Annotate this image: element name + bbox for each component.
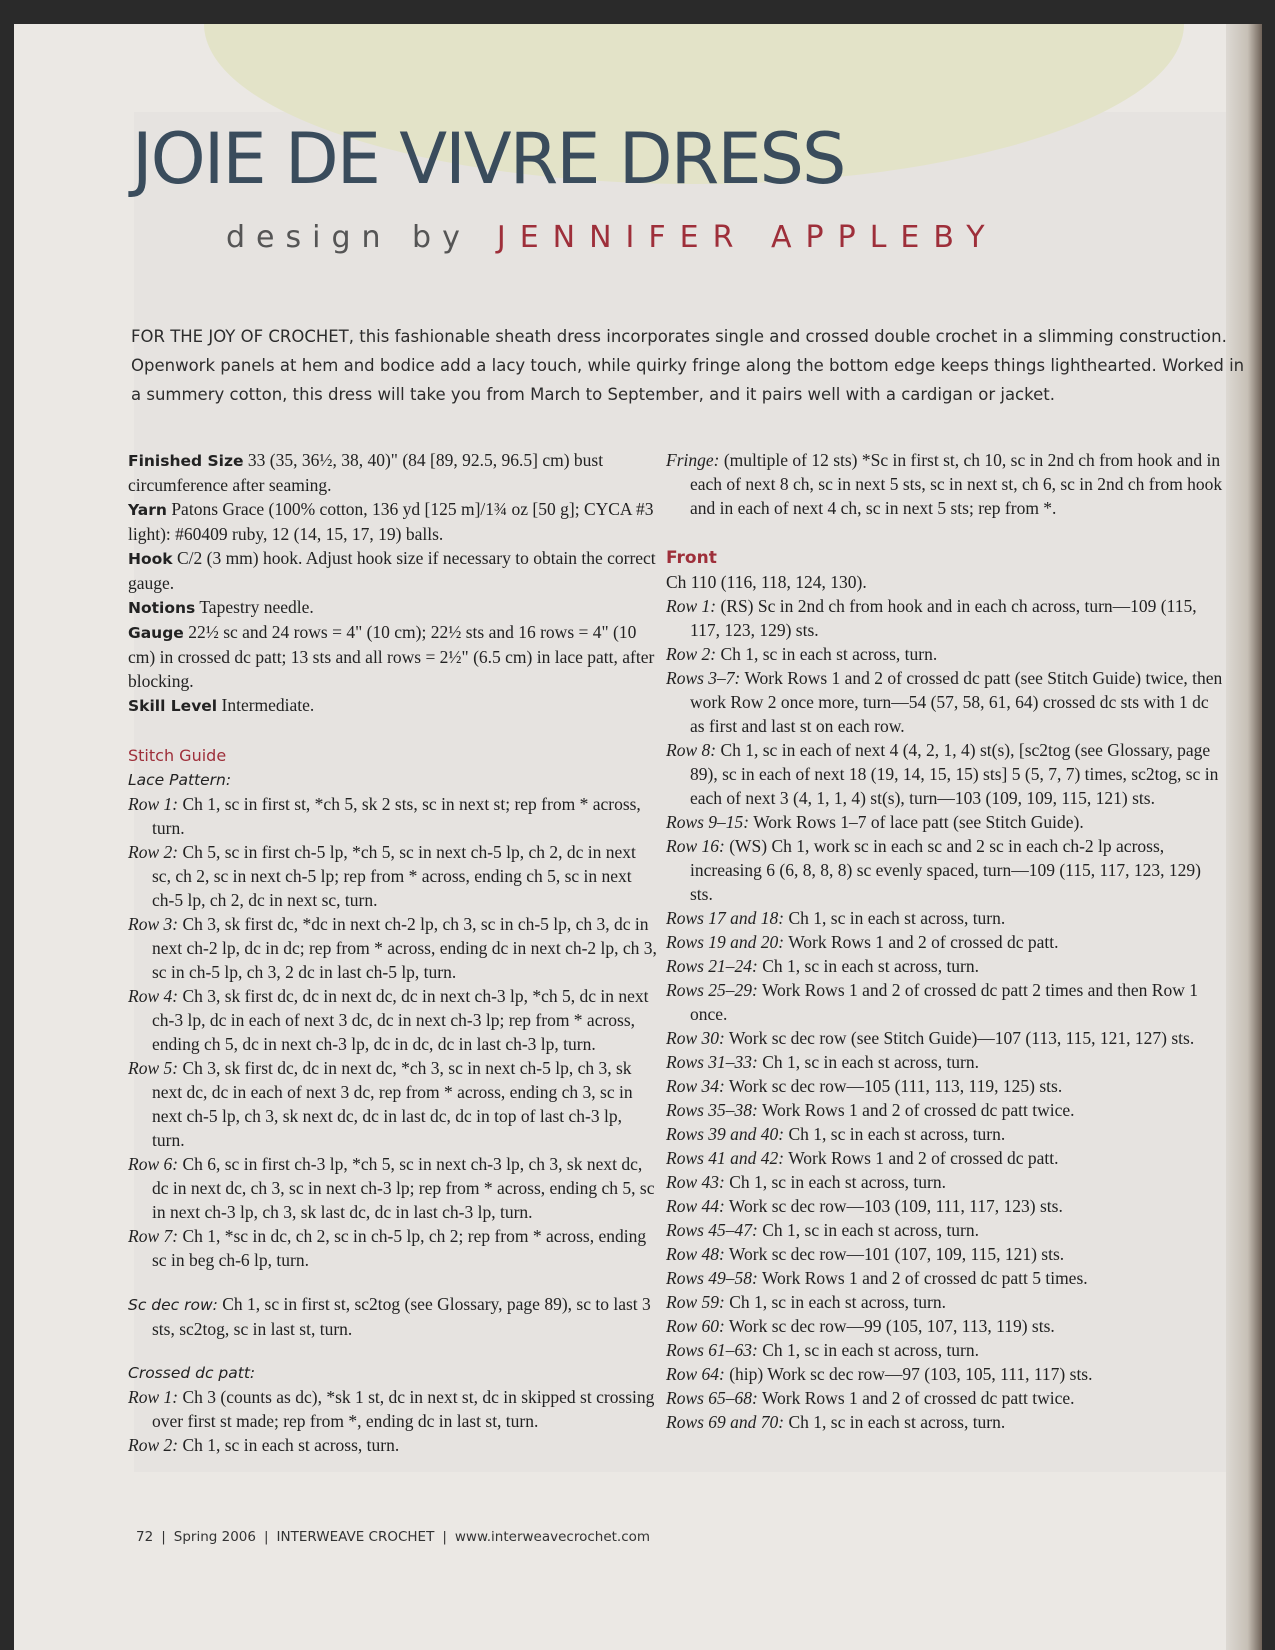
- instruction-row: [666, 1098, 1226, 1122]
- instruction-row: [666, 738, 1226, 810]
- row-label: Row 4:: [128, 986, 179, 1006]
- instruction-row: [666, 1362, 1226, 1386]
- row-text: Ch 6, sc in first ch-3 lp, *ch 5, sc in next ch-3 lp, ch 3, sk next dc, dc in next dc, ch 3, sc in next ch-3 lp; rep from * across, ending ch 5, sc in next ch-3 lp, ch 3, sk last dc, dc in last ch-3 lp, turn.: [152, 1154, 655, 1222]
- page-spine-shadow: [1226, 24, 1262, 1650]
- front-start: Ch 110 (116, 118, 124, 130).: [666, 572, 867, 592]
- row-text: Ch 1, sc in each st across, turn.: [762, 956, 980, 976]
- row-label: Row 64:: [666, 1364, 725, 1384]
- row-text: Work Rows 1–7 of lace patt (see Stitch Guide).: [753, 812, 1084, 832]
- row-label: Rows 35–38:: [666, 1100, 758, 1120]
- spec-item: [128, 448, 658, 497]
- row-label: Rows 61–63:: [666, 1340, 758, 1360]
- right-column: [666, 448, 1226, 1434]
- instruction-row: [666, 666, 1226, 738]
- row-text: Ch 3, sk first dc, *dc in next ch-2 lp, ch 3, sc in ch-5 lp, ch 3, dc in next ch-2 lp, dc in dc; rep from * across, ending dc in next ch-2 lp, ch 3, sc in ch-5 lp, ch 3, 2 dc in last ch-5 lp, turn.: [152, 914, 657, 982]
- row-text: Ch 3, sk first dc, dc in next dc, dc in next ch-3 lp, *ch 5, dc in next ch-3 lp, dc in each of next 3 dc, dc in next ch-3 lp; rep from * across, ending ch 5, dc in next ch-3 lp, dc in dc, dc in last ch-3 lp, turn.: [152, 986, 649, 1054]
- row-text: Ch 3 (counts as dc), *sk 1 st, dc in next st, dc in skipped st crossing over first st made; rep from *, ending dc in last st, turn.: [152, 1387, 655, 1431]
- fringe-text: (multiple of 12 sts) *Sc in first st, ch 10, sc in 2nd ch from hook and in each of next 8 ch, sc in next 5 sts, sc in next st, ch 6, sc in 2nd ch from hook and in each of next 4 ch, sc in next 5 sts; rep from *.: [690, 450, 1223, 518]
- instruction-row: [128, 1056, 658, 1152]
- magazine-url: www.interweavecrochet.com: [454, 1529, 651, 1545]
- row-label: Rows 69 and 70:: [666, 1412, 785, 1432]
- row-label: Row 34:: [666, 1076, 725, 1096]
- instruction-row: [666, 1170, 1226, 1194]
- spec-text: Patons Grace (100% cotton, 136 yd [125 m]/1¾ oz [50 g]; CYCA #3 light): #60409 ruby, 12 (14, 15, 17, 19) balls.: [128, 499, 654, 544]
- magazine-name: INTERWEAVE CROCHET: [276, 1529, 435, 1545]
- page-number: 72: [136, 1529, 154, 1545]
- row-label: Rows 3–7:: [666, 668, 741, 688]
- row-label: Rows 31–33:: [666, 1052, 758, 1072]
- row-label: Rows 45–47:: [666, 1220, 758, 1240]
- instruction-row: [666, 906, 1226, 930]
- row-text: Ch 1, sc in each st across, turn.: [788, 908, 1006, 928]
- instruction-row: [128, 1385, 658, 1433]
- left-column: [128, 448, 658, 1457]
- row-text: Ch 1, sc in each st across, turn.: [762, 1220, 980, 1240]
- row-text: Work sc dec row—105 (111, 113, 119, 125) sts.: [728, 1076, 1063, 1096]
- row-label: Row 3:: [128, 914, 179, 934]
- row-text: Ch 3, sk first dc, dc in next dc, *ch 3, sc in next ch-5 lp, ch 3, sk next dc, dc in each of next 3 dc, rep from * across, ending ch 3, sc in next ch-5 lp, ch 3, sk next dc, dc in last dc, dc in top of last ch-3 lp, turn.: [152, 1058, 633, 1150]
- spec-label: Skill Level: [128, 697, 218, 715]
- row-text: Work Rows 1 and 2 of crossed dc patt (see Stitch Guide) twice, then work Row 2 once more, turn—54 (57, 58, 61, 64) crossed dc sts with 1 dc as first and last st on each row.: [690, 668, 1223, 736]
- spec-label: Hook: [128, 550, 173, 568]
- row-label: Row 30:: [666, 1028, 725, 1048]
- spec-label: Notions: [128, 599, 196, 617]
- fringe-instructions: [666, 448, 1226, 520]
- row-text: Ch 5, sc in first ch-5 lp, *ch 5, sc in next ch-5 lp, ch 2, dc in next sc, ch 2, sc in next ch-5 lp; rep from * across, ending ch 5, sc in next ch-5 lp, ch 2, dc in next sc, turn.: [152, 842, 636, 910]
- row-text: (WS) Ch 1, work sc in each sc and 2 sc in each ch-2 lp across, increasing 6 (6, 8, 8, 8) sc evenly spaced, turn—109 (115, 117, 123, 129) sts.: [690, 836, 1201, 904]
- row-text: Work Rows 1 and 2 of crossed dc patt.: [788, 932, 1059, 952]
- row-text: Ch 1, *sc in dc, ch 2, sc in ch-5 lp, ch 2; rep from * across, ending sc in beg ch-6 lp, turn.: [152, 1226, 647, 1270]
- lace-pattern-rows: [128, 792, 658, 1272]
- spec-item: [128, 595, 658, 620]
- row-label: Row 44:: [666, 1196, 725, 1216]
- sc-dec-label: Sc dec row:: [128, 1296, 218, 1314]
- row-text: Ch 1, sc in each st across, turn.: [729, 1172, 946, 1192]
- spec-text: C/2 (3 mm) hook. Adjust hook size if necessary to obtain the correct gauge.: [128, 548, 656, 593]
- instruction-row: [666, 1314, 1226, 1338]
- spec-item: [128, 497, 658, 546]
- row-text: Work Rows 1 and 2 of crossed dc patt 2 times and then Row 1 once.: [690, 980, 1198, 1024]
- row-label: Row 1:: [128, 794, 179, 814]
- row-label: Rows 49–58:: [666, 1268, 758, 1288]
- spec-text: Tapestry needle.: [199, 597, 314, 617]
- spec-item: [128, 693, 658, 718]
- instruction-row: [666, 642, 1226, 666]
- row-text: (RS) Sc in 2nd ch from hook and in each ch across, turn—109 (115, 117, 123, 129) sts.: [690, 596, 1197, 640]
- row-text: Ch 1, sc in each st across, turn.: [762, 1340, 980, 1360]
- row-label: Row 48:: [666, 1244, 725, 1264]
- specs-list: [128, 448, 658, 718]
- front-rows: [666, 594, 1226, 1434]
- instruction-row: [666, 930, 1226, 954]
- row-label: Row 59:: [666, 1292, 725, 1312]
- instruction-row: [666, 1338, 1226, 1362]
- instruction-row: [666, 1050, 1226, 1074]
- magazine-page: [14, 24, 1262, 1650]
- row-text: Ch 1, sc in each of next 4 (4, 2, 1, 4) st(s), [sc2tog (see Glossary, page 89), sc in each of next 18 (19, 14, 15, 15) sts] 5 (5, 7, 7) times, sc2tog, sc in each of next 3 (4, 1, 1, 4) st(s), turn—103 (109, 109, 115, 121) sts.: [690, 740, 1219, 808]
- row-text: Ch 1, sc in each st across, turn.: [762, 1052, 980, 1072]
- row-label: Row 2:: [128, 842, 179, 862]
- instruction-row: [666, 1410, 1226, 1434]
- row-label: Row 1:: [128, 1387, 179, 1407]
- row-label: Rows 17 and 18:: [666, 908, 785, 928]
- row-label: Row 5:: [128, 1058, 179, 1078]
- row-label: Rows 65–68:: [666, 1388, 758, 1408]
- row-text: Work sc dec row (see Stitch Guide)—107 (113, 115, 121, 127) sts.: [728, 1028, 1195, 1048]
- row-label: Rows 25–29:: [666, 980, 758, 1000]
- row-label: Rows 9–15:: [666, 812, 750, 832]
- article-title: JOIE DE VIVRE DRESS: [132, 118, 845, 200]
- spec-text: 22½ sc and 24 rows = 4" (10 cm); 22½ sts and 16 rows = 4" (10 cm) in crossed dc patt; 13 sts and all rows = 2½" (6.5 cm) in lace patt, after blocking.: [128, 622, 655, 691]
- instruction-row: [666, 1290, 1226, 1314]
- instruction-row: [128, 1152, 658, 1224]
- row-text: Work Rows 1 and 2 of crossed dc patt.: [788, 1148, 1059, 1168]
- row-label: Row 60:: [666, 1316, 725, 1336]
- row-label: Row 2:: [666, 644, 717, 664]
- instruction-row: [666, 1266, 1226, 1290]
- instruction-row: [666, 1386, 1226, 1410]
- row-text: Ch 1, sc in each st across, turn.: [729, 1292, 946, 1312]
- designer-name: JENNIFER APPLEBY: [496, 220, 999, 255]
- instruction-row: [666, 1218, 1226, 1242]
- spec-label: Gauge: [128, 624, 184, 642]
- row-label: Rows 39 and 40:: [666, 1124, 785, 1144]
- spec-label: Yarn: [128, 501, 167, 519]
- instruction-row: [128, 792, 658, 840]
- instruction-row: [128, 984, 658, 1056]
- instruction-row: [666, 1242, 1226, 1266]
- row-text: Ch 1, sc in first st, *ch 5, sk 2 sts, sc in next st; rep from * across, turn.: [152, 794, 641, 838]
- row-text: Work Rows 1 and 2 of crossed dc patt twice.: [761, 1388, 1075, 1408]
- issue-date: Spring 2006: [173, 1529, 256, 1545]
- crossed-dc-heading: Crossed dc patt:: [128, 1364, 256, 1382]
- instruction-row: [666, 1194, 1226, 1218]
- instruction-row: [666, 1122, 1226, 1146]
- row-label: Rows 19 and 20:: [666, 932, 785, 952]
- lace-pattern-heading: Lace Pattern:: [128, 771, 232, 789]
- spec-item: [128, 546, 658, 595]
- byline-design-by: design by: [226, 220, 471, 255]
- spec-label: Finished Size: [128, 452, 244, 470]
- row-label: Row 16:: [666, 836, 725, 856]
- instruction-row: [666, 810, 1226, 834]
- sc-dec-row: [128, 1292, 658, 1341]
- row-text: Ch 1, sc in each st across, turn.: [788, 1124, 1006, 1144]
- front-heading: Front: [666, 548, 717, 568]
- row-text: Work sc dec row—103 (109, 111, 117, 123) sts.: [728, 1196, 1063, 1216]
- instruction-row: [666, 1026, 1226, 1050]
- fringe-label: Fringe:: [666, 450, 720, 470]
- row-label: Row 8:: [666, 740, 717, 760]
- instruction-row: [666, 954, 1226, 978]
- row-text: Ch 1, sc in each st across, turn.: [788, 1412, 1006, 1432]
- instruction-row: [666, 594, 1226, 642]
- spec-item: [128, 620, 658, 693]
- stitch-guide-heading: Stitch Guide: [128, 746, 227, 765]
- row-label: Row 2:: [128, 1435, 179, 1455]
- instruction-row: [666, 978, 1226, 1026]
- row-text: Ch 1, sc in each st across, turn.: [720, 644, 938, 664]
- row-label: Row 7:: [128, 1226, 179, 1246]
- row-label: Row 6:: [128, 1154, 179, 1174]
- instruction-row: [666, 1074, 1226, 1098]
- row-text: Work Rows 1 and 2 of crossed dc patt 5 times.: [761, 1268, 1088, 1288]
- row-text: (hip) Work sc dec row—97 (103, 105, 111, 117) sts.: [729, 1364, 1093, 1384]
- row-label: Rows 41 and 42:: [666, 1148, 785, 1168]
- crossed-dc-rows: [128, 1385, 658, 1457]
- row-text: Work sc dec row—101 (107, 109, 115, 121) sts.: [728, 1244, 1065, 1264]
- instruction-row: [128, 1433, 658, 1457]
- intro-paragraph: FOR THE JOY OF CROCHET, this fashionable sheath dress incorporates single and crossed double crochet in a slimming construction. Openwork panels at hem and bodice add a lacy touch, while quirky fringe along the bottom edge keeps things lighthearted. Worked in a summery cotton, this dress will take you from March to September, and it pairs well with a cardigan or jacket.: [131, 327, 1245, 404]
- byline: [226, 220, 999, 255]
- spec-text: Intermediate.: [221, 695, 315, 715]
- spec-text: 33 (35, 36½, 38, 40)" (84 [89, 92.5, 96.5] cm) bust circumference after seaming.: [128, 450, 604, 495]
- row-label: Rows 21–24:: [666, 956, 758, 976]
- row-text: Ch 1, sc in each st across, turn.: [182, 1435, 400, 1455]
- instruction-row: [128, 840, 658, 912]
- instruction-row: [128, 912, 658, 984]
- page-footer: 72 | Spring 2006 | INTERWEAVE CROCHET | www.interweavecrochet.com: [136, 1529, 651, 1545]
- sc-dec-text: Ch 1, sc in first st, sc2tog (see Glossary, page 89), sc to last 3 sts, sc2tog, sc in last st, turn.: [152, 1294, 651, 1339]
- row-label: Row 43:: [666, 1172, 725, 1192]
- instruction-row: [666, 834, 1226, 906]
- row-label: Row 1:: [666, 596, 717, 616]
- row-text: Work sc dec row—99 (105, 107, 113, 119) sts.: [728, 1316, 1055, 1336]
- row-text: Work Rows 1 and 2 of crossed dc patt twice.: [761, 1100, 1075, 1120]
- instruction-row: [666, 1146, 1226, 1170]
- instruction-row: [128, 1224, 658, 1272]
